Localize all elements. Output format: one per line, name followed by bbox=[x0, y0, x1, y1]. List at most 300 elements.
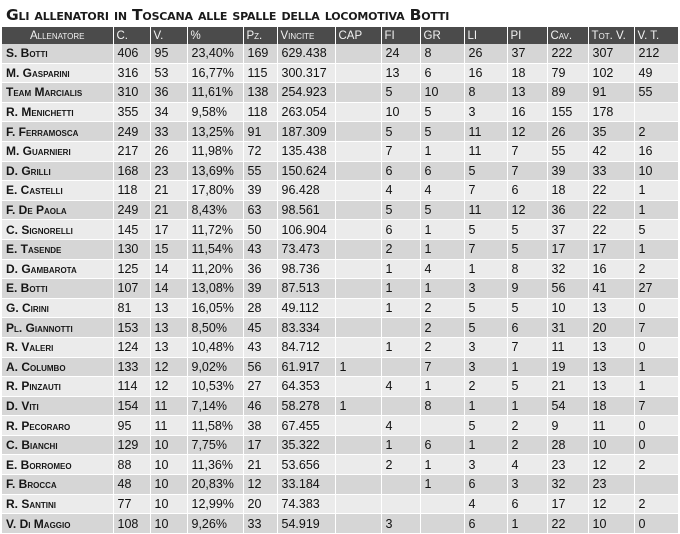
table-cell: 17 bbox=[150, 220, 187, 240]
table-cell: 118 bbox=[243, 102, 277, 122]
table-cell: 17 bbox=[547, 239, 588, 259]
table-cell: 4 bbox=[507, 455, 547, 475]
table-cell: 64.353 bbox=[277, 377, 335, 397]
table-cell: 4 bbox=[381, 377, 420, 397]
table-cell: 7 bbox=[507, 337, 547, 357]
table-cell: 1 bbox=[420, 141, 464, 161]
table-cell: 1 bbox=[381, 337, 420, 357]
table-row bbox=[2, 161, 678, 181]
table-cell: 53.656 bbox=[277, 455, 335, 475]
table-cell: 5 bbox=[381, 200, 420, 220]
table-cell bbox=[381, 494, 420, 514]
table-row bbox=[2, 514, 678, 534]
trainer-name-cell: C. Signorelli bbox=[2, 220, 113, 240]
table-cell: 13 bbox=[150, 337, 187, 357]
table-row bbox=[2, 44, 678, 63]
column-header: C. bbox=[113, 27, 150, 44]
table-cell bbox=[335, 475, 381, 495]
table-cell: 125 bbox=[113, 259, 150, 279]
table-cell: 18 bbox=[547, 181, 588, 201]
table-row bbox=[2, 200, 678, 220]
table-cell bbox=[335, 44, 381, 63]
table-cell: 16 bbox=[634, 141, 678, 161]
table-cell: 1 bbox=[335, 396, 381, 416]
table-cell: 2 bbox=[420, 298, 464, 318]
table-cell: 46 bbox=[243, 396, 277, 416]
table-cell: 10 bbox=[150, 475, 187, 495]
table-cell: 5 bbox=[464, 161, 507, 181]
table-cell: 13 bbox=[588, 298, 634, 318]
table-cell: 6 bbox=[464, 514, 507, 534]
column-header: V. bbox=[150, 27, 187, 44]
table-cell: 12,99% bbox=[187, 494, 243, 514]
table-cell: 6 bbox=[420, 63, 464, 83]
table-cell: 2 bbox=[381, 455, 420, 475]
table-cell: 2 bbox=[381, 239, 420, 259]
table-cell: 67.455 bbox=[277, 416, 335, 436]
column-header: Cav. bbox=[547, 27, 588, 44]
column-header: % bbox=[187, 27, 243, 44]
table-cell: 21 bbox=[243, 455, 277, 475]
table-cell: 91 bbox=[243, 122, 277, 142]
table-cell: 135.438 bbox=[277, 141, 335, 161]
table-cell: 10 bbox=[150, 514, 187, 534]
table-cell: 27 bbox=[243, 377, 277, 397]
table-cell bbox=[335, 181, 381, 201]
table-cell: 77 bbox=[113, 494, 150, 514]
table-cell: 31 bbox=[547, 318, 588, 338]
table-cell: 33 bbox=[150, 122, 187, 142]
table-cell: 91 bbox=[588, 83, 634, 103]
table-cell: 6 bbox=[507, 181, 547, 201]
table-cell: 1 bbox=[420, 377, 464, 397]
table-cell bbox=[381, 475, 420, 495]
trainer-name-cell: F. Ferramosca bbox=[2, 122, 113, 142]
table-cell: 36 bbox=[547, 200, 588, 220]
trainers-table bbox=[2, 27, 679, 534]
table-cell: 1 bbox=[634, 377, 678, 397]
table-cell: 6 bbox=[420, 435, 464, 455]
table-cell: 249 bbox=[113, 200, 150, 220]
table-cell: 1 bbox=[464, 259, 507, 279]
table-cell: 5 bbox=[507, 239, 547, 259]
table-cell: 61.917 bbox=[277, 357, 335, 377]
table-cell: 20 bbox=[588, 318, 634, 338]
table-cell: 1 bbox=[381, 259, 420, 279]
table-cell: 10 bbox=[420, 83, 464, 103]
table-cell: 217 bbox=[113, 141, 150, 161]
table-cell: 17,80% bbox=[187, 181, 243, 201]
table-cell: 7 bbox=[381, 141, 420, 161]
table-cell: 2 bbox=[634, 455, 678, 475]
table-cell: 2 bbox=[464, 377, 507, 397]
table-row bbox=[2, 259, 678, 279]
table-cell: 13,69% bbox=[187, 161, 243, 181]
table-cell: 154 bbox=[113, 396, 150, 416]
table-cell: 56 bbox=[243, 357, 277, 377]
table-cell: 10 bbox=[150, 435, 187, 455]
table-cell: 8 bbox=[507, 259, 547, 279]
table-cell: 10,48% bbox=[187, 337, 243, 357]
table-cell: 36 bbox=[243, 259, 277, 279]
table-cell bbox=[335, 122, 381, 142]
table-cell: 20,83% bbox=[187, 475, 243, 495]
trainer-name-cell: R. Pinzauti bbox=[2, 377, 113, 397]
table-cell: 5 bbox=[634, 220, 678, 240]
table-cell: 5 bbox=[464, 318, 507, 338]
table-cell: 10 bbox=[150, 455, 187, 475]
table-cell: 73.473 bbox=[277, 239, 335, 259]
table-cell: 39 bbox=[243, 181, 277, 201]
column-header: GR bbox=[420, 27, 464, 44]
table-cell: 0 bbox=[634, 298, 678, 318]
table-cell: 3 bbox=[464, 279, 507, 299]
table-cell: 2 bbox=[507, 416, 547, 436]
column-header: LI bbox=[464, 27, 507, 44]
table-cell: 17 bbox=[243, 435, 277, 455]
trainer-name-cell: C. Bianchi bbox=[2, 435, 113, 455]
table-cell: 7 bbox=[464, 239, 507, 259]
table-cell: 18 bbox=[588, 396, 634, 416]
table-cell: 12 bbox=[507, 200, 547, 220]
table-cell: 23 bbox=[547, 455, 588, 475]
table-cell: 11,58% bbox=[187, 416, 243, 436]
table-cell: 54 bbox=[547, 396, 588, 416]
table-cell: 3 bbox=[464, 337, 507, 357]
trainer-name-cell: E. Borromeo bbox=[2, 455, 113, 475]
column-header: PI bbox=[507, 27, 547, 44]
table-cell bbox=[381, 357, 420, 377]
table-row bbox=[2, 377, 678, 397]
trainer-name-cell: M. Gasparini bbox=[2, 63, 113, 83]
table-cell: 6 bbox=[381, 161, 420, 181]
table-cell: 9,02% bbox=[187, 357, 243, 377]
table-cell: 35.322 bbox=[277, 435, 335, 455]
table-cell: 13 bbox=[150, 298, 187, 318]
table-cell: 629.438 bbox=[277, 44, 335, 63]
table-cell: 1 bbox=[381, 435, 420, 455]
table-cell: 12 bbox=[588, 455, 634, 475]
table-cell: 8,43% bbox=[187, 200, 243, 220]
column-header: CAP bbox=[335, 27, 381, 44]
table-cell: 17 bbox=[588, 239, 634, 259]
table-cell bbox=[335, 259, 381, 279]
column-header: FI bbox=[381, 27, 420, 44]
table-cell bbox=[335, 200, 381, 220]
trainer-name-cell: M. Guarnieri bbox=[2, 141, 113, 161]
column-header: V. T. bbox=[634, 27, 678, 44]
table-cell: 22 bbox=[547, 514, 588, 534]
table-cell: 1 bbox=[381, 279, 420, 299]
table-row bbox=[2, 63, 678, 83]
table-cell: 11 bbox=[464, 122, 507, 142]
table-cell: 10 bbox=[381, 102, 420, 122]
table-cell: 27 bbox=[634, 279, 678, 299]
table-cell: 10 bbox=[547, 298, 588, 318]
table-cell bbox=[335, 494, 381, 514]
table-cell bbox=[420, 416, 464, 436]
table-cell: 5 bbox=[381, 83, 420, 103]
table-cell: 55 bbox=[243, 161, 277, 181]
table-cell: 4 bbox=[381, 416, 420, 436]
table-cell: 21 bbox=[547, 377, 588, 397]
table-cell: 8,50% bbox=[187, 318, 243, 338]
table-cell: 95 bbox=[150, 44, 187, 63]
table-cell: 129 bbox=[113, 435, 150, 455]
table-cell: 178 bbox=[588, 102, 634, 122]
table-cell: 7 bbox=[420, 357, 464, 377]
table-cell: 4 bbox=[420, 259, 464, 279]
table-cell: 36 bbox=[150, 83, 187, 103]
table-cell: 1 bbox=[420, 239, 464, 259]
table-row bbox=[2, 102, 678, 122]
table-cell: 8 bbox=[464, 83, 507, 103]
table-cell: 102 bbox=[588, 63, 634, 83]
trainer-name-cell: R. Pecoraro bbox=[2, 416, 113, 436]
table-cell: 49.112 bbox=[277, 298, 335, 318]
table-cell: 108 bbox=[113, 514, 150, 534]
table-cell: 355 bbox=[113, 102, 150, 122]
table-cell: 55 bbox=[547, 141, 588, 161]
trainer-name-cell: R. Valeri bbox=[2, 337, 113, 357]
table-cell: 23 bbox=[150, 161, 187, 181]
trainer-name-cell: S. Botti bbox=[2, 44, 113, 63]
table-row bbox=[2, 396, 678, 416]
trainer-name-cell: D. Viti bbox=[2, 396, 113, 416]
table-cell: 55 bbox=[634, 83, 678, 103]
table-cell: 11,54% bbox=[187, 239, 243, 259]
table-cell: 13 bbox=[150, 318, 187, 338]
table-cell bbox=[335, 318, 381, 338]
table-cell: 13 bbox=[588, 337, 634, 357]
table-cell: 1 bbox=[634, 357, 678, 377]
trainer-name-cell: D. Gambarota bbox=[2, 259, 113, 279]
table-cell: 5 bbox=[464, 298, 507, 318]
table-cell: 4 bbox=[420, 181, 464, 201]
table-cell: 1 bbox=[634, 239, 678, 259]
table-cell: 300.317 bbox=[277, 63, 335, 83]
table-cell: 17 bbox=[547, 494, 588, 514]
table-cell: 22 bbox=[588, 181, 634, 201]
table-cell: 187.309 bbox=[277, 122, 335, 142]
table-cell: 79 bbox=[547, 63, 588, 83]
table-cell: 3 bbox=[381, 514, 420, 534]
table-cell: 13 bbox=[588, 377, 634, 397]
trainer-name-cell: G. Cirini bbox=[2, 298, 113, 318]
table-cell: 96.428 bbox=[277, 181, 335, 201]
table-cell: 32 bbox=[547, 475, 588, 495]
table-cell: 212 bbox=[634, 44, 678, 63]
table-cell: 1 bbox=[420, 455, 464, 475]
table-cell bbox=[420, 494, 464, 514]
table-cell: 3 bbox=[464, 455, 507, 475]
table-cell bbox=[420, 514, 464, 534]
table-cell: 3 bbox=[507, 475, 547, 495]
table-cell: 11 bbox=[588, 416, 634, 436]
table-cell: 5 bbox=[420, 122, 464, 142]
table-cell: 88 bbox=[113, 455, 150, 475]
table-cell bbox=[335, 298, 381, 318]
table-cell bbox=[335, 514, 381, 534]
table-cell: 83.334 bbox=[277, 318, 335, 338]
table-cell: 5 bbox=[381, 122, 420, 142]
table-cell: 8 bbox=[420, 44, 464, 63]
table-row bbox=[2, 416, 678, 436]
table-row bbox=[2, 220, 678, 240]
table-cell: 23,40% bbox=[187, 44, 243, 63]
table-cell: 32 bbox=[547, 259, 588, 279]
table-cell: 53 bbox=[150, 63, 187, 83]
table-row bbox=[2, 83, 678, 103]
table-cell: 16,77% bbox=[187, 63, 243, 83]
table-cell: 48 bbox=[113, 475, 150, 495]
table-cell bbox=[335, 435, 381, 455]
table-cell: 12 bbox=[507, 122, 547, 142]
table-cell: 9 bbox=[507, 279, 547, 299]
table-cell: 45 bbox=[243, 318, 277, 338]
table-cell: 7 bbox=[507, 141, 547, 161]
table-cell: 19 bbox=[547, 357, 588, 377]
table-cell: 11 bbox=[464, 200, 507, 220]
table-cell: 2 bbox=[507, 435, 547, 455]
trainer-name-cell: E. Tasende bbox=[2, 239, 113, 259]
table-cell bbox=[335, 83, 381, 103]
table-cell: 5 bbox=[420, 102, 464, 122]
table-cell: 169 bbox=[243, 44, 277, 63]
table-cell: 10 bbox=[150, 494, 187, 514]
table-cell: 6 bbox=[464, 475, 507, 495]
table-cell: 4 bbox=[464, 494, 507, 514]
table-cell: 153 bbox=[113, 318, 150, 338]
table-cell: 28 bbox=[547, 435, 588, 455]
table-cell: 6 bbox=[507, 494, 547, 514]
table-cell: 1 bbox=[420, 279, 464, 299]
table-cell: 22 bbox=[588, 200, 634, 220]
table-cell: 12 bbox=[588, 494, 634, 514]
table-cell: 13 bbox=[381, 63, 420, 83]
table-row bbox=[2, 298, 678, 318]
table-cell: 7,14% bbox=[187, 396, 243, 416]
column-header: Vincite bbox=[277, 27, 335, 44]
table-cell: 22 bbox=[588, 220, 634, 240]
table-cell: 33 bbox=[243, 514, 277, 534]
table-cell: 26 bbox=[547, 122, 588, 142]
table-cell: 13,08% bbox=[187, 279, 243, 299]
table-cell: 106.904 bbox=[277, 220, 335, 240]
table-cell: 37 bbox=[547, 220, 588, 240]
table-cell: 84.712 bbox=[277, 337, 335, 357]
table-cell: 87.513 bbox=[277, 279, 335, 299]
table-row bbox=[2, 337, 678, 357]
table-row bbox=[2, 435, 678, 455]
table-cell: 6 bbox=[381, 220, 420, 240]
table-cell: 5 bbox=[464, 416, 507, 436]
table-cell: 5 bbox=[420, 200, 464, 220]
table-cell: 28 bbox=[243, 298, 277, 318]
table-cell: 37 bbox=[507, 44, 547, 63]
trainer-name-cell: R. Menichetti bbox=[2, 102, 113, 122]
table-cell: 1 bbox=[507, 396, 547, 416]
trainer-name-cell: D. Grilli bbox=[2, 161, 113, 181]
trainer-name-cell: A. Columbo bbox=[2, 357, 113, 377]
table-cell bbox=[335, 416, 381, 436]
table-cell bbox=[381, 318, 420, 338]
table-cell: 150.624 bbox=[277, 161, 335, 181]
table-cell: 310 bbox=[113, 83, 150, 103]
table-cell: 107 bbox=[113, 279, 150, 299]
column-header: Allenatore bbox=[2, 27, 113, 44]
table-cell: 16 bbox=[464, 63, 507, 83]
table-cell: 54.919 bbox=[277, 514, 335, 534]
table-cell: 118 bbox=[113, 181, 150, 201]
table-cell: 26 bbox=[464, 44, 507, 63]
table-cell: 24 bbox=[381, 44, 420, 63]
table-cell: 34 bbox=[150, 102, 187, 122]
table-row bbox=[2, 318, 678, 338]
table-cell: 0 bbox=[634, 435, 678, 455]
table-cell: 33 bbox=[588, 161, 634, 181]
table-cell: 10,53% bbox=[187, 377, 243, 397]
trainer-name-cell: F. De Paola bbox=[2, 200, 113, 220]
table-cell: 14 bbox=[150, 259, 187, 279]
table-cell: 5 bbox=[507, 298, 547, 318]
table-row bbox=[2, 239, 678, 259]
table-cell: 5 bbox=[464, 220, 507, 240]
table-cell: 38 bbox=[243, 416, 277, 436]
table-cell: 1 bbox=[381, 298, 420, 318]
table-cell: 263.054 bbox=[277, 102, 335, 122]
table-cell: 316 bbox=[113, 63, 150, 83]
table-cell: 50 bbox=[243, 220, 277, 240]
table-cell: 12 bbox=[150, 357, 187, 377]
table-header-row bbox=[2, 27, 678, 44]
table-cell: 222 bbox=[547, 44, 588, 63]
table-row bbox=[2, 122, 678, 142]
table-cell: 1 bbox=[420, 220, 464, 240]
table-cell: 81 bbox=[113, 298, 150, 318]
table-cell: 56 bbox=[547, 279, 588, 299]
table-cell: 249 bbox=[113, 122, 150, 142]
table-cell: 114 bbox=[113, 377, 150, 397]
table-cell: 7 bbox=[464, 181, 507, 201]
table-cell bbox=[335, 279, 381, 299]
table-cell: 115 bbox=[243, 63, 277, 83]
table-cell bbox=[335, 377, 381, 397]
table-cell bbox=[335, 337, 381, 357]
table-cell: 145 bbox=[113, 220, 150, 240]
table-cell: 3 bbox=[464, 357, 507, 377]
trainer-name-cell: V. Di Maggio bbox=[2, 514, 113, 534]
table-cell: 13,25% bbox=[187, 122, 243, 142]
table-cell: 98.561 bbox=[277, 200, 335, 220]
table-cell: 0 bbox=[634, 416, 678, 436]
table-cell bbox=[335, 102, 381, 122]
table-cell bbox=[335, 455, 381, 475]
table-cell: 26 bbox=[150, 141, 187, 161]
table-body bbox=[2, 44, 678, 533]
table-cell: 11,61% bbox=[187, 83, 243, 103]
table-row bbox=[2, 494, 678, 514]
table-cell: 307 bbox=[588, 44, 634, 63]
table-cell: 155 bbox=[547, 102, 588, 122]
table-cell: 130 bbox=[113, 239, 150, 259]
table-cell: 8 bbox=[420, 396, 464, 416]
table-cell: 133 bbox=[113, 357, 150, 377]
table-row bbox=[2, 279, 678, 299]
table-cell: 72 bbox=[243, 141, 277, 161]
table-cell: 11 bbox=[464, 141, 507, 161]
table-cell: 12 bbox=[243, 475, 277, 495]
